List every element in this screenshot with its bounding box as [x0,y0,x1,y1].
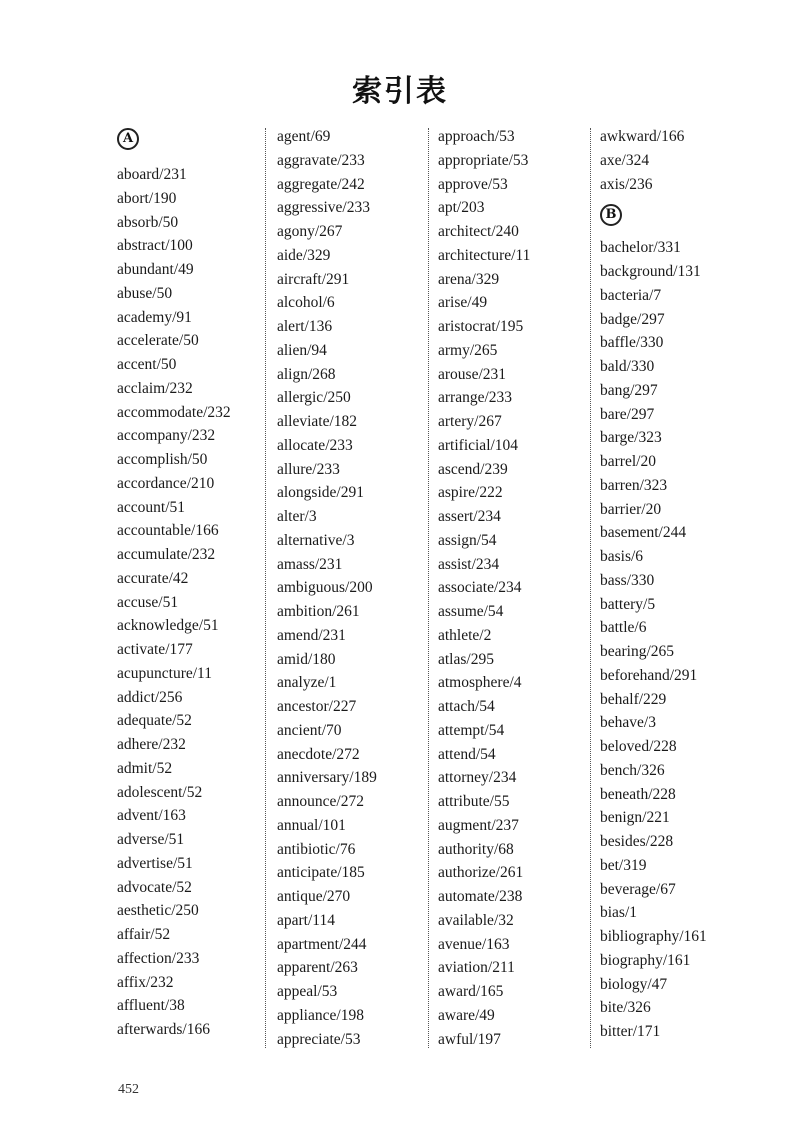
index-entry: ambition/261 [277,603,360,620]
index-entry: antibiotic/76 [277,840,356,858]
index-entry: basement/244 [600,524,687,542]
index-entry: benign/221 [600,809,670,827]
index-entry: anecdote/272 [277,745,360,763]
index-entry: authority/68 [438,840,514,858]
index-entry: axe/324 [600,151,650,169]
index-entry: aspire/222 [438,484,503,502]
index-entry: adolescent/52 [117,783,203,801]
index-entry: apparent/263 [277,959,358,977]
index-entry: assert/234 [438,508,501,525]
index-entry: addict/256 [117,688,183,706]
index-entry: accompany/232 [117,427,216,445]
index-entry: abstract/100 [117,237,193,255]
index-entry: barge/323 [600,429,662,447]
index-entry: beforehand/291 [600,666,698,684]
index-entry: behave/3 [600,714,656,732]
index-entry: assign/54 [438,531,497,549]
index-entry: aesthetic/250 [117,902,199,920]
index-entry: allergic/250 [277,389,351,407]
index-entry: bare/297 [600,405,655,423]
index-entry: awkward/166 [600,128,685,145]
index-entry: acclaim/232 [117,379,193,397]
index-entry: battery/5 [600,595,656,613]
index-entry: approve/53 [438,175,508,193]
index-entry: alien/94 [277,341,327,359]
index-entry: aviation/211 [438,959,515,977]
index-entry: alter/3 [277,508,317,525]
index-entry: accomplish/50 [117,451,208,468]
index-entry: acknowledge/51 [117,617,219,635]
index-entry: alcohol/6 [277,294,335,312]
index-entry: artificial/104 [438,436,519,454]
letter-a-icon: A [117,128,139,150]
index-entry: approach/53 [438,128,515,145]
index-entry: agent/69 [277,128,331,145]
index-entry: apart/114 [277,911,335,929]
index-entry: amid/180 [277,650,336,668]
index-entry: assist/234 [438,555,500,573]
index-entry: allure/233 [277,460,340,478]
index-entry: behalf/229 [600,690,667,708]
index-entry: allocate/233 [277,436,353,454]
index-entry: architecture/11 [438,246,531,264]
index-entry: biography/161 [600,951,691,969]
index-entry: accurate/42 [117,569,189,587]
index-entry: baffle/330 [600,334,664,352]
column-divider [590,128,591,1048]
index-entry: aide/329 [277,246,331,264]
page-title: 索引表 [352,74,448,109]
index-entry: badge/297 [600,310,665,328]
index-entry: army/265 [438,341,498,359]
index-entry: announce/272 [277,793,364,810]
index-entry: advent/163 [117,807,186,825]
index-entry: ancestor/227 [277,698,357,715]
index-entry: alongside/291 [277,484,364,502]
index-entry: abort/190 [117,189,177,207]
index-entry: advertise/51 [117,854,193,872]
index-entry: athlete/2 [438,626,492,644]
index-entry: authorize/261 [438,864,524,882]
index-entry: anniversary/189 [277,769,377,787]
column-divider [265,128,266,1048]
index-entry: antique/270 [277,888,351,905]
index-entry: bibliography/161 [600,928,707,945]
index-entry: affix/232 [117,973,174,991]
index-entry: assume/54 [438,603,504,620]
index-entry: activate/177 [117,641,193,658]
index-entry: bitter/171 [600,1023,661,1040]
index-entry: automate/238 [438,888,523,905]
index-entry: ambiguous/200 [277,579,373,597]
index-entry: accuse/51 [117,593,179,611]
index-entry: accumulate/232 [117,546,216,563]
index-entry: affluent/38 [117,997,185,1015]
index-entry: associate/234 [438,579,522,597]
index-entry: barrier/20 [600,500,662,518]
index-entry: abundant/49 [117,261,194,278]
index-entry: bachelor/331 [600,239,681,257]
index-entry: bearing/265 [600,643,675,660]
index-entry: afterwards/166 [117,1021,210,1038]
index-entry: apt/203 [438,199,485,217]
index-entry: bias/1 [600,904,638,922]
index-entry: attempt/54 [438,721,505,739]
index-entry: bang/297 [600,381,658,399]
index-entry: besides/228 [600,833,674,850]
index-entry: ancient/70 [277,721,342,739]
column-divider [428,128,429,1048]
index-entry: aggravate/233 [277,151,365,169]
index-entry: awful/197 [438,1030,501,1048]
index-entry: artery/267 [438,413,502,430]
index-entry: adverse/51 [117,831,185,848]
index-entry: arena/329 [438,270,500,288]
index-entry: anticipate/185 [277,864,365,882]
index-entry: accordance/210 [117,474,215,492]
index-entry: analyze/1 [277,674,337,692]
index-entry: advocate/52 [117,878,192,896]
index-entry: award/165 [438,983,504,1000]
index-entry: barren/323 [600,476,668,494]
index-entry: aristocrat/195 [438,318,524,335]
index-entry: adhere/232 [117,736,186,753]
index-entry: arouse/231 [438,365,507,383]
index-entry: bass/330 [600,571,655,589]
index-entry: attribute/55 [438,793,510,810]
index-entry: aboard/231 [117,166,187,183]
index-entry: architect/240 [438,223,519,240]
index-entry: attend/54 [438,745,496,763]
index-entry: aggressive/233 [277,199,370,217]
index-entry: attorney/234 [438,769,517,787]
index-entry: background/131 [600,263,701,280]
index-entry: annual/101 [277,816,346,834]
index-entry: bench/326 [600,761,665,779]
index-entry: accelerate/50 [117,332,199,350]
index-entry: apartment/244 [277,935,367,953]
index-entry: atlas/295 [438,650,494,668]
index-entry: alert/136 [277,318,333,335]
index-entry: academy/91 [117,308,192,326]
index-entry: amass/231 [277,555,343,573]
index-entry: available/32 [438,911,514,929]
index-entry: accent/50 [117,356,177,373]
index-entry: accountable/166 [117,522,219,540]
index-entry: beloved/228 [600,738,677,755]
index-entry: appliance/198 [277,1006,364,1024]
index-entry: atmosphere/4 [438,674,522,692]
index-entry: accommodate/232 [117,403,231,421]
index-entry: axis/236 [600,175,653,193]
index-entry: alleviate/182 [277,413,358,430]
index-entry: admit/52 [117,759,173,777]
index-entry: bite/326 [600,999,651,1017]
index-entry: align/268 [277,365,336,383]
index-entry: arise/49 [438,294,488,312]
index-entry: basis/6 [600,548,644,565]
index-entry: appreciate/53 [277,1030,361,1048]
index-entry: affair/52 [117,926,171,943]
index-entry: account/51 [117,498,186,516]
index-entry: augment/237 [438,816,519,834]
index-entry: arrange/233 [438,389,513,407]
index-entry: aware/49 [438,1006,495,1024]
index-entry: beverage/67 [600,880,676,898]
index-entry: ascend/239 [438,460,508,478]
letter-b-icon: B [600,204,622,226]
index-entry: alternative/3 [277,531,355,549]
index-entry: aircraft/291 [277,270,350,288]
index-entry: bald/330 [600,358,655,375]
index-entry: aggregate/242 [277,175,365,193]
index-entry: attach/54 [438,698,495,715]
index-entry: appropriate/53 [438,151,529,169]
index-entry: bacteria/7 [600,286,662,304]
index-entry: barrel/20 [600,453,656,470]
index-entry: biology/47 [600,975,668,993]
index-entry: abuse/50 [117,284,173,302]
index-entry: agony/267 [277,223,343,240]
index-entry: bet/319 [600,856,647,874]
index-entry: adequate/52 [117,712,192,730]
index-entry: battle/6 [600,619,647,637]
page-number: 452 [118,1082,139,1097]
index-entry: appeal/53 [277,983,338,1000]
index-entry: avenue/163 [438,935,510,953]
index-entry: beneath/228 [600,785,676,803]
index-entry: acupuncture/11 [117,664,212,682]
index-entry: amend/231 [277,626,346,644]
index-entry: absorb/50 [117,213,179,231]
index-entry: affection/233 [117,949,200,967]
